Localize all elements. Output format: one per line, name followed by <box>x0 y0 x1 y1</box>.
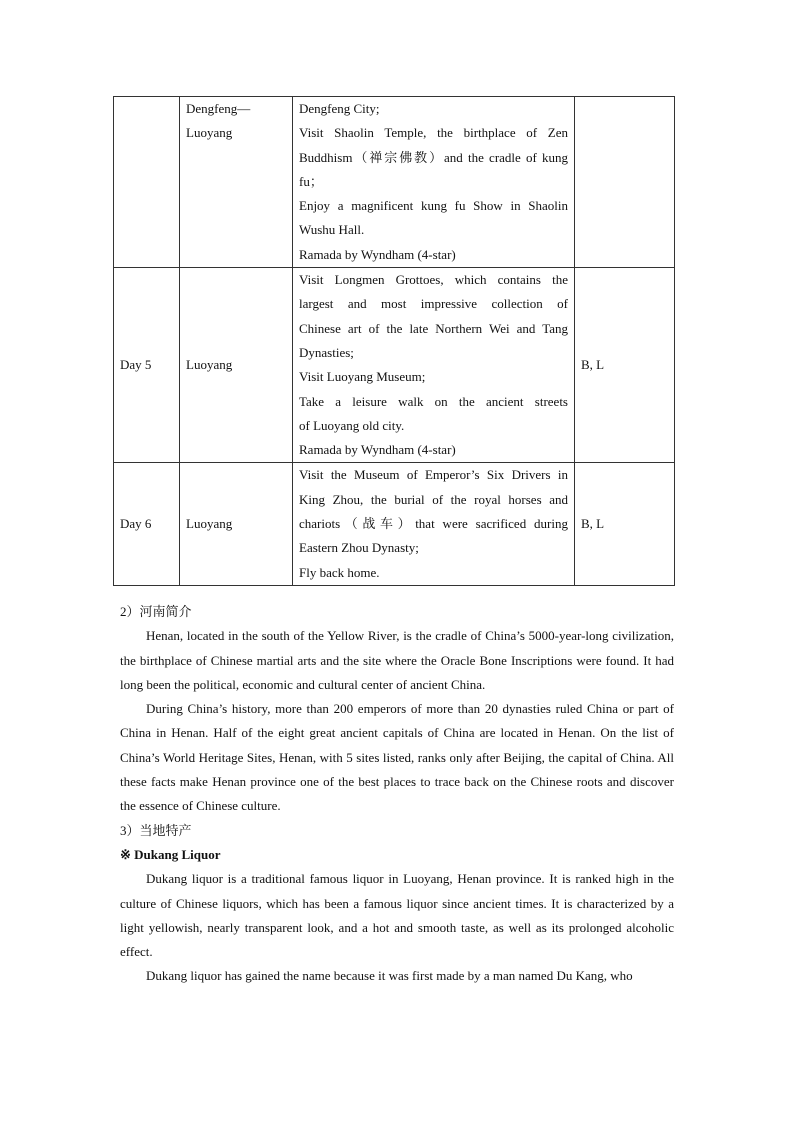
activity-line: Ramada by Wyndham (4-star) <box>299 246 456 262</box>
day-cell: Day 5 <box>114 268 180 463</box>
meals-cell <box>575 97 675 268</box>
activity-cell <box>293 268 575 463</box>
activity-line: Fly back home. <box>299 564 380 580</box>
activity-line: Dynasties; <box>299 344 354 360</box>
section-heading: 2）河南简介 <box>120 604 192 619</box>
table-row <box>114 463 675 585</box>
activity-line: Chinese art of the late Northern Wei and Tang <box>299 320 568 336</box>
itinerary-table <box>113 96 675 586</box>
place-line: Dengfeng— <box>186 101 251 116</box>
activity-line: Wushu Hall. <box>299 222 365 238</box>
activity-cell <box>293 463 575 585</box>
activity-line: fu； <box>299 173 323 189</box>
subheading: ※ Dukang Liquor <box>120 846 221 862</box>
activity-line: Eastern Zhou Dynasty; <box>299 540 419 556</box>
activity-line: King Zhou, the burial of the royal horses and <box>299 491 568 507</box>
table-row <box>114 97 675 268</box>
meals-cell: B, L <box>575 463 675 585</box>
place-cell <box>180 97 293 268</box>
day-cell: Day 6 <box>114 463 180 585</box>
place-line: Luoyang <box>186 516 233 532</box>
meals-cell: B, L <box>575 268 675 463</box>
activity-line: Dengfeng City; <box>299 101 380 116</box>
activity-line: Take a leisure walk on the ancient streets <box>299 393 568 409</box>
place-cell <box>180 463 293 585</box>
activity-line: chariots（战车）that were sacrificed during <box>299 516 568 532</box>
place-line: Luoyang <box>186 125 233 141</box>
activity-line: Ramada by Wyndham (4-star) <box>299 442 456 458</box>
section-heading: 3）当地特产 <box>120 822 192 838</box>
activity-line: of Luoyang old city. <box>299 417 405 433</box>
section-henan-intro <box>120 600 674 989</box>
table-row <box>114 268 675 463</box>
paragraph: Dukang liquor has gained the name because it was first made by a man named Du Kang, who <box>146 968 633 984</box>
place-cell <box>180 268 293 463</box>
activity-line: Enjoy a magnificent kung fu Show in Shaolin <box>299 198 568 214</box>
activity-line: Visit Longmen Grottoes, which contains the <box>299 272 568 288</box>
activity-line: Visit the Museum of Emperor’s Six Drivers in <box>299 467 568 483</box>
day-cell <box>114 97 180 268</box>
activity-line: Visit Shaolin Temple, the birthplace of Zen <box>299 125 568 141</box>
paragraph: During China’s history, more than 200 emperors of more than 20 dynasties ruled China or part of China in Henan. Half of the eight great ancient capitals of China are located in Henan. On the list of China’s World Heritage Sites, Henan, with 5 sites listed, ranks only after Beijing, the capital of China. All these facts make Henan province one of the best places to trace back on the Chinese roots and discover the essence of Chinese culture. <box>120 701 674 814</box>
place-line: Luoyang <box>186 357 233 373</box>
activity-cell <box>293 97 575 268</box>
activity-line: largest and most impressive collection of <box>299 296 568 312</box>
activity-line: Visit Luoyang Museum; <box>299 369 426 385</box>
paragraph: Dukang liquor is a traditional famous liquor in Luoyang, Henan province. It is ranked high in the culture of Chinese liquors, which has been a famous liquor since ancient times. It is characterized by a light yellowish, nearly transparent look, and a hot and smooth taste, as well as its prolonged alcoholic effect. <box>120 871 674 960</box>
activity-line: Buddhism（禅宗佛教）and the cradle of kung <box>299 149 568 165</box>
paragraph: Henan, located in the south of the Yellow River, is the cradle of China’s 5000-year-long civilization, the birthplace of Chinese martial arts and the site where the Oracle Bone Inscriptions were found. It had long been the political, economic and cultural center of ancient China. <box>120 628 674 692</box>
